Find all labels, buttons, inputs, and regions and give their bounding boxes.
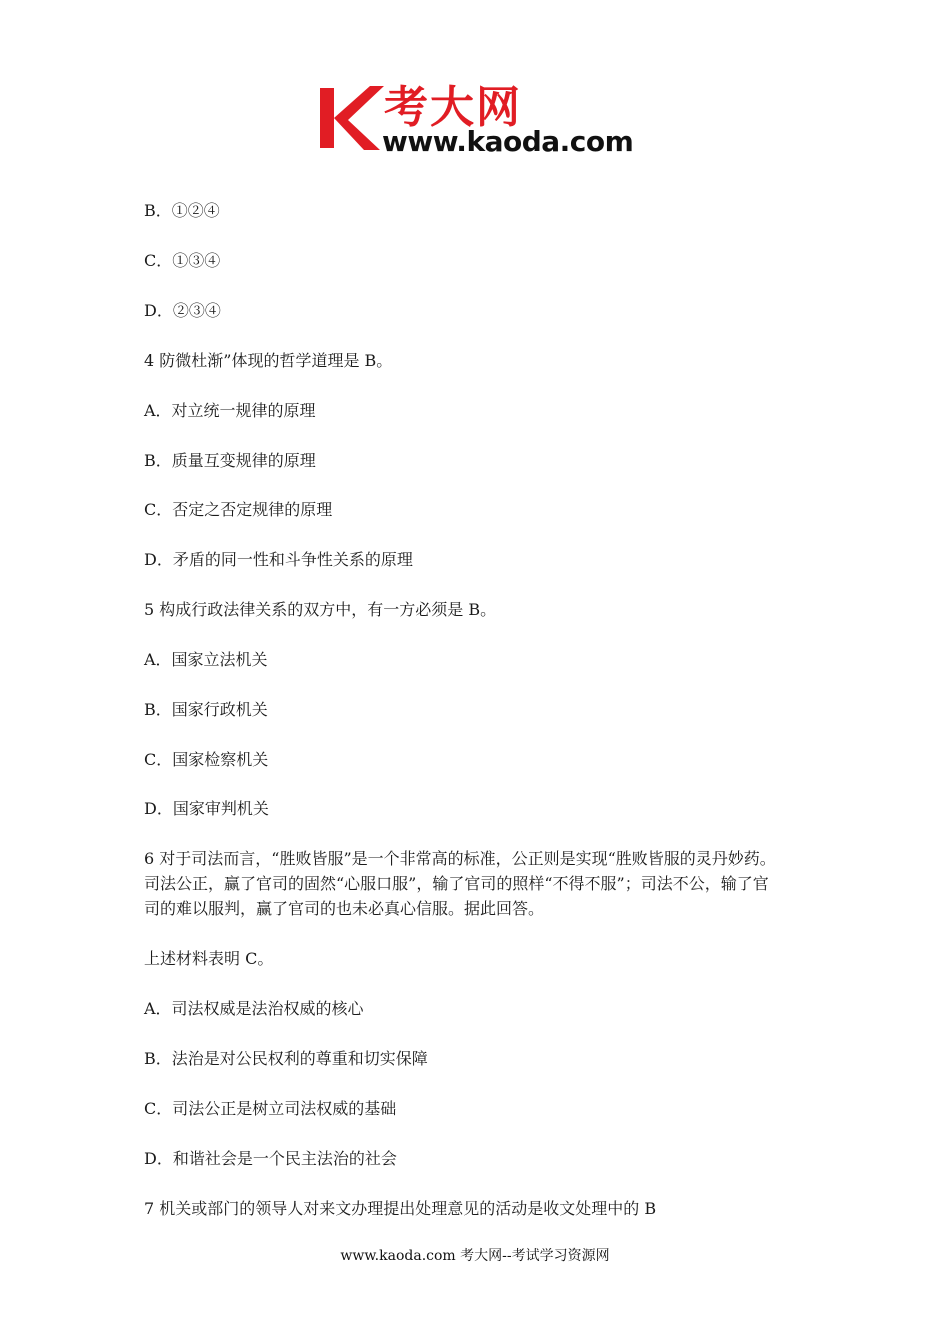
option-b: B．质量互变规律的原理 bbox=[144, 451, 316, 470]
option-d: D．和谐社会是一个民主法治的社会 bbox=[144, 1149, 397, 1168]
option-b: B．①②④ bbox=[144, 201, 220, 220]
option-b: B．国家行政机关 bbox=[144, 700, 268, 719]
question-6-line: 司的难以服判，赢了官司的也未必真心信服。据此回答。 bbox=[144, 899, 545, 918]
logo-url-text: www.kaoda.com bbox=[382, 125, 634, 158]
option-a: A．司法权威是法治权威的核心 bbox=[144, 999, 364, 1018]
question-6-prompt: 上述材料表明 C。 bbox=[144, 949, 274, 968]
kaoda-logo bbox=[318, 82, 638, 162]
question-5: 5 构成行政法律关系的双方中，有一方必须是 B。 bbox=[144, 600, 497, 619]
question-4: 4 防微杜渐”体现的哲学道理是 B。 bbox=[144, 351, 393, 370]
question-6-line: 6 对于司法而言，“胜败皆服”是一个非常高的标准，公正则是实现“胜败皆服的灵丹妙药。 bbox=[144, 849, 776, 868]
option-d: D．②③④ bbox=[144, 301, 221, 320]
option-c: C．国家检察机关 bbox=[144, 750, 269, 769]
page-footer: www.kaoda.com 考大网--考试学习资源网 bbox=[340, 1248, 610, 1264]
logo-chinese-text: 考大网 bbox=[384, 82, 522, 133]
option-d: D．矛盾的同一性和斗争性关系的原理 bbox=[144, 550, 413, 569]
question-6 bbox=[144, 846, 776, 921]
option-a: A．国家立法机关 bbox=[144, 650, 268, 669]
k-logo-icon bbox=[318, 82, 388, 154]
option-d: D．国家审判机关 bbox=[144, 799, 269, 818]
question-7: 7 机关或部门的领导人对来文办理提出处理意见的活动是收文处理中的 B bbox=[144, 1199, 657, 1218]
option-b: B．法治是对公民权利的尊重和切实保障 bbox=[144, 1049, 428, 1068]
question-6-line: 司法公正，赢了官司的固然“心服口服”，输了官司的照样“不得不服”；司法不公，输了官 bbox=[144, 874, 769, 893]
option-a: A．对立统一规律的原理 bbox=[144, 401, 316, 420]
option-c: C．①③④ bbox=[144, 251, 221, 270]
option-c: C．司法公正是树立司法权威的基础 bbox=[144, 1099, 397, 1118]
option-c: C．否定之否定规律的原理 bbox=[144, 500, 333, 519]
